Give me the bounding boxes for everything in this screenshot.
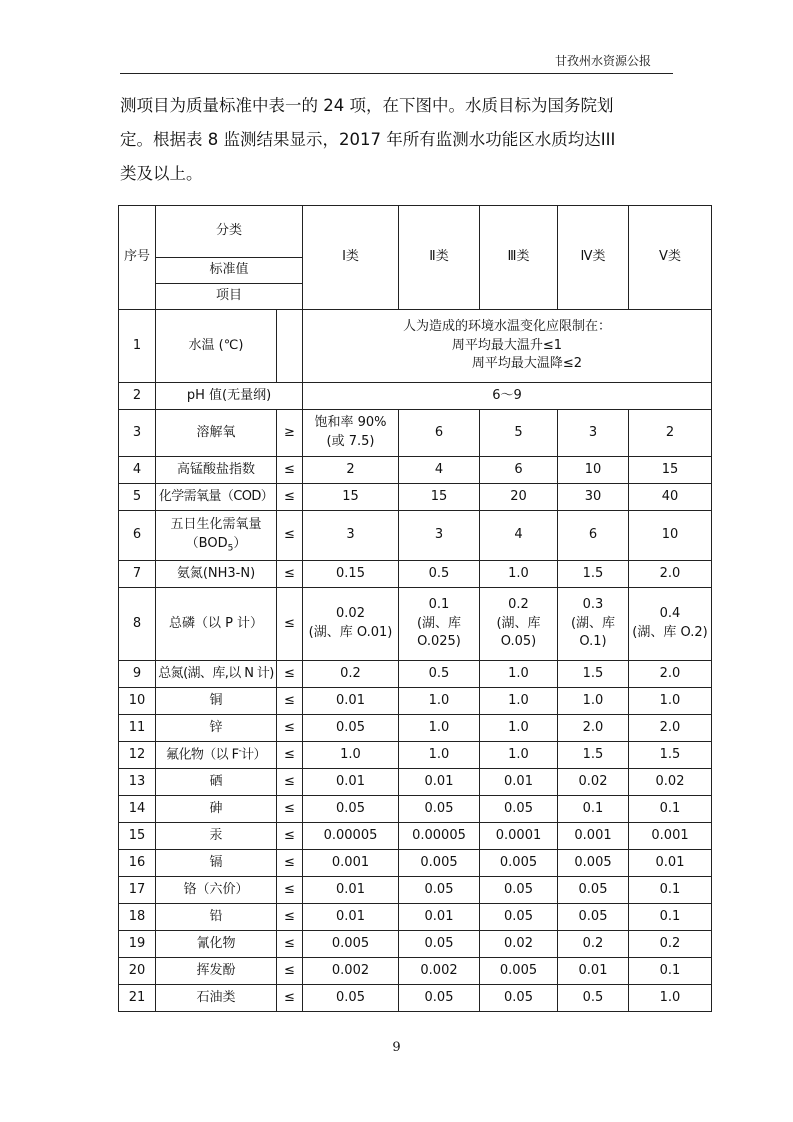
row-item-name: 总磷（以 P 计） bbox=[156, 588, 277, 661]
row-value-class-v: 10 bbox=[629, 511, 712, 561]
row-no: 4 bbox=[119, 457, 156, 484]
row-value-class-v bbox=[629, 588, 712, 661]
row-value-class-i: 1.0 bbox=[303, 742, 399, 769]
row-item-name: 镉 bbox=[156, 850, 277, 877]
table-row bbox=[119, 484, 712, 511]
value-line: (湖、库 bbox=[496, 615, 541, 631]
header-class-iii: Ⅲ类 bbox=[480, 206, 558, 310]
name-part: ） bbox=[233, 535, 247, 551]
row-value-class-ii: 4 bbox=[399, 457, 480, 484]
header-class-i: Ⅰ类 bbox=[303, 206, 399, 310]
row-value-class-v: 0.1 bbox=[629, 796, 712, 823]
row-value-class-iv: 0.05 bbox=[558, 904, 629, 931]
value-line: 人为造成的环境水温变化应限制在： bbox=[402, 318, 611, 334]
row-value-class-iii: 1.0 bbox=[480, 742, 558, 769]
table-row bbox=[119, 796, 712, 823]
row-value-class-iv: 6 bbox=[558, 511, 629, 561]
row-item-name bbox=[156, 511, 277, 561]
name-line: 五日生化需氧量 bbox=[170, 516, 262, 532]
row-value-class-i: 3 bbox=[303, 511, 399, 561]
row-value-class-v: 0.2 bbox=[629, 931, 712, 958]
row-value-class-iv bbox=[558, 588, 629, 661]
row-operator: ≤ bbox=[277, 661, 303, 688]
row-value-class-iii: 0.01 bbox=[480, 769, 558, 796]
row-item-name: 石油类 bbox=[156, 985, 277, 1012]
row-value-class-v: 2.0 bbox=[629, 561, 712, 588]
row-value-class-i: 0.01 bbox=[303, 769, 399, 796]
row-item-name: 铬（六价） bbox=[156, 877, 277, 904]
table-row bbox=[119, 457, 712, 484]
row-operator: ≤ bbox=[277, 588, 303, 661]
row-value-class-i: 0.2 bbox=[303, 661, 399, 688]
row-value-merged: 6～9 bbox=[303, 383, 712, 410]
name-line bbox=[156, 535, 276, 556]
row-value-class-iii: 1.0 bbox=[480, 561, 558, 588]
row-value-class-i: 2 bbox=[303, 457, 399, 484]
table-row bbox=[119, 958, 712, 985]
header-category: 分类 bbox=[156, 206, 303, 258]
row-no: 17 bbox=[119, 877, 156, 904]
row-operator: ≤ bbox=[277, 742, 303, 769]
row-value-class-i bbox=[303, 588, 399, 661]
row-value-class-i: 0.01 bbox=[303, 688, 399, 715]
row-value-class-iv: 0.05 bbox=[558, 877, 629, 904]
row-value-class-ii: 0.01 bbox=[399, 904, 480, 931]
row-value-class-i: 0.05 bbox=[303, 715, 399, 742]
row-operator: ≤ bbox=[277, 931, 303, 958]
row-value-class-ii: 0.002 bbox=[399, 958, 480, 985]
row-value-class-i: 0.005 bbox=[303, 931, 399, 958]
row-operator: ≤ bbox=[277, 511, 303, 561]
row-value-class-ii: 0.05 bbox=[399, 796, 480, 823]
value-line: O.1) bbox=[579, 634, 607, 650]
row-no: 19 bbox=[119, 931, 156, 958]
row-operator: ≤ bbox=[277, 877, 303, 904]
row-value-class-ii: 0.5 bbox=[399, 661, 480, 688]
table-row bbox=[119, 931, 712, 958]
row-operator: ≤ bbox=[277, 796, 303, 823]
row-value-class-v: 15 bbox=[629, 457, 712, 484]
row-no: 15 bbox=[119, 823, 156, 850]
row-value-class-ii: 1.0 bbox=[399, 688, 480, 715]
row-item-name: 化学需氧量（COD） bbox=[156, 484, 277, 511]
row-item-name: 氰化物 bbox=[156, 931, 277, 958]
table-row bbox=[119, 850, 712, 877]
table-row bbox=[119, 661, 712, 688]
table-row bbox=[119, 742, 712, 769]
value-line: 饱和率 90% bbox=[314, 415, 387, 431]
row-no: 5 bbox=[119, 484, 156, 511]
row-value-class-iv: 2.0 bbox=[558, 715, 629, 742]
row-operator: ≤ bbox=[277, 958, 303, 985]
row-item-name: 锌 bbox=[156, 715, 277, 742]
row-no: 21 bbox=[119, 985, 156, 1012]
row-operator: ≤ bbox=[277, 688, 303, 715]
row-value-class-ii: 1.0 bbox=[399, 715, 480, 742]
row-value-class-ii: 0.05 bbox=[399, 877, 480, 904]
row-value-class-ii: 15 bbox=[399, 484, 480, 511]
intro-paragraph bbox=[120, 89, 680, 191]
header-class-ii: Ⅱ类 bbox=[399, 206, 480, 310]
row-no: 7 bbox=[119, 561, 156, 588]
row-value-class-iv: 10 bbox=[558, 457, 629, 484]
row-value-class-iii: 1.0 bbox=[480, 688, 558, 715]
row-value-class-iv: 0.2 bbox=[558, 931, 629, 958]
row-value-class-ii: 0.01 bbox=[399, 769, 480, 796]
row-item-name: 铜 bbox=[156, 688, 277, 715]
row-item-name: 溶解氧 bbox=[156, 410, 277, 457]
intro-line: 定。根据表 8 监测结果显示，2017 年所有监测水功能区水质均达III bbox=[120, 130, 616, 149]
row-value-class-iii: 0.05 bbox=[480, 877, 558, 904]
table-row bbox=[119, 588, 712, 661]
row-value-class-v: 0.1 bbox=[629, 904, 712, 931]
row-no: 2 bbox=[119, 383, 156, 410]
row-value-class-iii: 0.005 bbox=[480, 958, 558, 985]
table-row bbox=[119, 688, 712, 715]
value-line: 周平均最大温降≤2 bbox=[471, 356, 583, 372]
page-header bbox=[120, 52, 673, 72]
row-operator: ≥ bbox=[277, 410, 303, 457]
row-value-class-i: 0.00005 bbox=[303, 823, 399, 850]
row-operator: ≤ bbox=[277, 715, 303, 742]
row-value-class-iii bbox=[480, 588, 558, 661]
row-value-class-iv: 0.001 bbox=[558, 823, 629, 850]
row-operator: ≤ bbox=[277, 985, 303, 1012]
row-value-class-ii: 0.5 bbox=[399, 561, 480, 588]
row-item-name: 铅 bbox=[156, 904, 277, 931]
row-no: 8 bbox=[119, 588, 156, 661]
row-value-class-v: 0.02 bbox=[629, 769, 712, 796]
row-value-class-iv: 0.5 bbox=[558, 985, 629, 1012]
row-value-class-ii: 6 bbox=[399, 410, 480, 457]
name-superscript: - bbox=[238, 745, 242, 756]
row-item-name: pH 值(无量纲) bbox=[156, 383, 303, 410]
value-line: O.05) bbox=[500, 634, 537, 650]
row-value-class-i: 0.001 bbox=[303, 850, 399, 877]
row-value-class-iii: 4 bbox=[480, 511, 558, 561]
row-value-class-iii: 6 bbox=[480, 457, 558, 484]
header-class-v: Ⅴ类 bbox=[629, 206, 712, 310]
row-value-class-iv: 0.005 bbox=[558, 850, 629, 877]
row-item-name: 总氮(湖、库,以 N 计) bbox=[156, 661, 277, 688]
table-row bbox=[119, 511, 712, 561]
row-no: 13 bbox=[119, 769, 156, 796]
row-operator: ≤ bbox=[277, 561, 303, 588]
row-value-class-iv: 30 bbox=[558, 484, 629, 511]
table-row bbox=[119, 823, 712, 850]
intro-line: 类及以上。 bbox=[120, 164, 203, 183]
row-no: 6 bbox=[119, 511, 156, 561]
page-number: 9 bbox=[392, 1040, 401, 1055]
table-row bbox=[119, 561, 712, 588]
row-no: 20 bbox=[119, 958, 156, 985]
row-value-class-v: 0.01 bbox=[629, 850, 712, 877]
row-no: 18 bbox=[119, 904, 156, 931]
value-line: O.025) bbox=[417, 634, 461, 650]
row-item-name: 硒 bbox=[156, 769, 277, 796]
row-value-class-i bbox=[303, 410, 399, 457]
table-row bbox=[119, 715, 712, 742]
value-line: 周平均最大温升≤1 bbox=[451, 337, 563, 353]
row-operator: ≤ bbox=[277, 457, 303, 484]
header-no: 序号 bbox=[119, 206, 156, 310]
table-row bbox=[119, 904, 712, 931]
row-no: 10 bbox=[119, 688, 156, 715]
table-row bbox=[119, 877, 712, 904]
name-part: 氟化物（以 F bbox=[166, 747, 239, 763]
value-line: (或 7.5) bbox=[326, 434, 375, 449]
table-row bbox=[119, 985, 712, 1012]
row-value-class-i: 0.01 bbox=[303, 904, 399, 931]
row-value-class-iii: 20 bbox=[480, 484, 558, 511]
row-value-class-v: 1.0 bbox=[629, 688, 712, 715]
row-value-class-iv: 0.02 bbox=[558, 769, 629, 796]
row-item-name: 汞 bbox=[156, 823, 277, 850]
value-line: (湖、库 bbox=[570, 615, 616, 631]
row-no: 14 bbox=[119, 796, 156, 823]
header-title: 甘孜州水资源公报 bbox=[554, 54, 651, 68]
row-value-class-iv: 0.1 bbox=[558, 796, 629, 823]
row-no: 9 bbox=[119, 661, 156, 688]
table-header-row bbox=[119, 206, 712, 258]
row-item-name: 水温 (℃) bbox=[156, 310, 277, 383]
row-value-class-iii: 1.0 bbox=[480, 715, 558, 742]
value-line: 0.1 bbox=[428, 596, 450, 612]
row-item-name bbox=[156, 742, 277, 769]
row-no: 12 bbox=[119, 742, 156, 769]
row-value-class-v: 0.1 bbox=[629, 958, 712, 985]
intro-line: 测项目为质量标准中表一的 24 项，在下图中。水质目标为国务院划 bbox=[120, 96, 614, 115]
row-value-class-v: 2.0 bbox=[629, 715, 712, 742]
row-value-class-iv: 1.5 bbox=[558, 661, 629, 688]
row-no: 1 bbox=[119, 310, 156, 383]
row-value-class-v: 2.0 bbox=[629, 661, 712, 688]
row-value-class-v: 1.0 bbox=[629, 985, 712, 1012]
value-line: 0.4 bbox=[659, 606, 681, 622]
table-row bbox=[119, 310, 712, 383]
row-item-name: 挥发酚 bbox=[156, 958, 277, 985]
row-item-name: 高锰酸盐指数 bbox=[156, 457, 277, 484]
row-value-class-v: 0.001 bbox=[629, 823, 712, 850]
row-no: 3 bbox=[119, 410, 156, 457]
table-row bbox=[119, 769, 712, 796]
row-value-class-iii: 0.0001 bbox=[480, 823, 558, 850]
row-value-class-i: 0.002 bbox=[303, 958, 399, 985]
row-value-class-v: 1.5 bbox=[629, 742, 712, 769]
row-value-class-ii: 0.005 bbox=[399, 850, 480, 877]
row-value-class-iii: 0.02 bbox=[480, 931, 558, 958]
header-standard: 标准值 bbox=[156, 258, 303, 284]
row-no: 16 bbox=[119, 850, 156, 877]
table-row bbox=[119, 383, 712, 410]
row-item-name: 氨氮(NH3-N) bbox=[156, 561, 277, 588]
row-value-class-iii: 0.05 bbox=[480, 796, 558, 823]
row-no: 11 bbox=[119, 715, 156, 742]
row-value-class-iv: 1.5 bbox=[558, 561, 629, 588]
row-value-class-ii: 0.05 bbox=[399, 985, 480, 1012]
water-quality-standard-table bbox=[118, 205, 712, 1012]
value-line: (湖、库 O.2) bbox=[632, 625, 708, 640]
row-value-class-ii: 0.05 bbox=[399, 931, 480, 958]
row-operator: ≤ bbox=[277, 850, 303, 877]
row-value-class-ii: 1.0 bbox=[399, 742, 480, 769]
row-value-class-iv: 0.01 bbox=[558, 958, 629, 985]
row-value-class-iv: 1.5 bbox=[558, 742, 629, 769]
table-row bbox=[119, 410, 712, 457]
row-operator: ≤ bbox=[277, 904, 303, 931]
row-operator: ≤ bbox=[277, 484, 303, 511]
row-item-name: 砷 bbox=[156, 796, 277, 823]
name-subscript: 5 bbox=[227, 543, 234, 554]
row-value-class-iii: 0.05 bbox=[480, 985, 558, 1012]
row-value-class-i: 0.05 bbox=[303, 985, 399, 1012]
value-line: 0.2 bbox=[508, 596, 529, 612]
row-value-class-i: 0.01 bbox=[303, 877, 399, 904]
row-value-class-ii bbox=[399, 588, 480, 661]
row-operator: ≤ bbox=[277, 823, 303, 850]
value-line: (湖、库 bbox=[416, 615, 462, 631]
row-operator: ≤ bbox=[277, 769, 303, 796]
row-value-class-i: 0.05 bbox=[303, 796, 399, 823]
row-value-class-iii: 5 bbox=[480, 410, 558, 457]
row-value-class-ii: 3 bbox=[399, 511, 480, 561]
header-class-iv: Ⅳ类 bbox=[558, 206, 629, 310]
row-value-class-i: 15 bbox=[303, 484, 399, 511]
value-line: (湖、库 O.01) bbox=[308, 625, 393, 640]
row-value-class-iv: 3 bbox=[558, 410, 629, 457]
row-value-merged bbox=[303, 310, 712, 383]
header-item: 项目 bbox=[156, 284, 303, 310]
value-line: 0.02 bbox=[336, 606, 365, 622]
value-line: 0.3 bbox=[582, 596, 604, 612]
row-value-class-i: 0.15 bbox=[303, 561, 399, 588]
row-value-class-v: 2 bbox=[629, 410, 712, 457]
name-part: （BOD bbox=[185, 535, 228, 551]
row-value-class-iii: 0.05 bbox=[480, 904, 558, 931]
name-part: 计） bbox=[241, 747, 266, 763]
row-value-class-v: 0.1 bbox=[629, 877, 712, 904]
row-value-class-iii: 1.0 bbox=[480, 661, 558, 688]
row-value-class-ii: 0.00005 bbox=[399, 823, 480, 850]
row-value-class-iii: 0.005 bbox=[480, 850, 558, 877]
row-operator bbox=[277, 310, 303, 383]
row-value-class-iv: 1.0 bbox=[558, 688, 629, 715]
row-value-class-v: 40 bbox=[629, 484, 712, 511]
header-divider bbox=[120, 73, 673, 74]
